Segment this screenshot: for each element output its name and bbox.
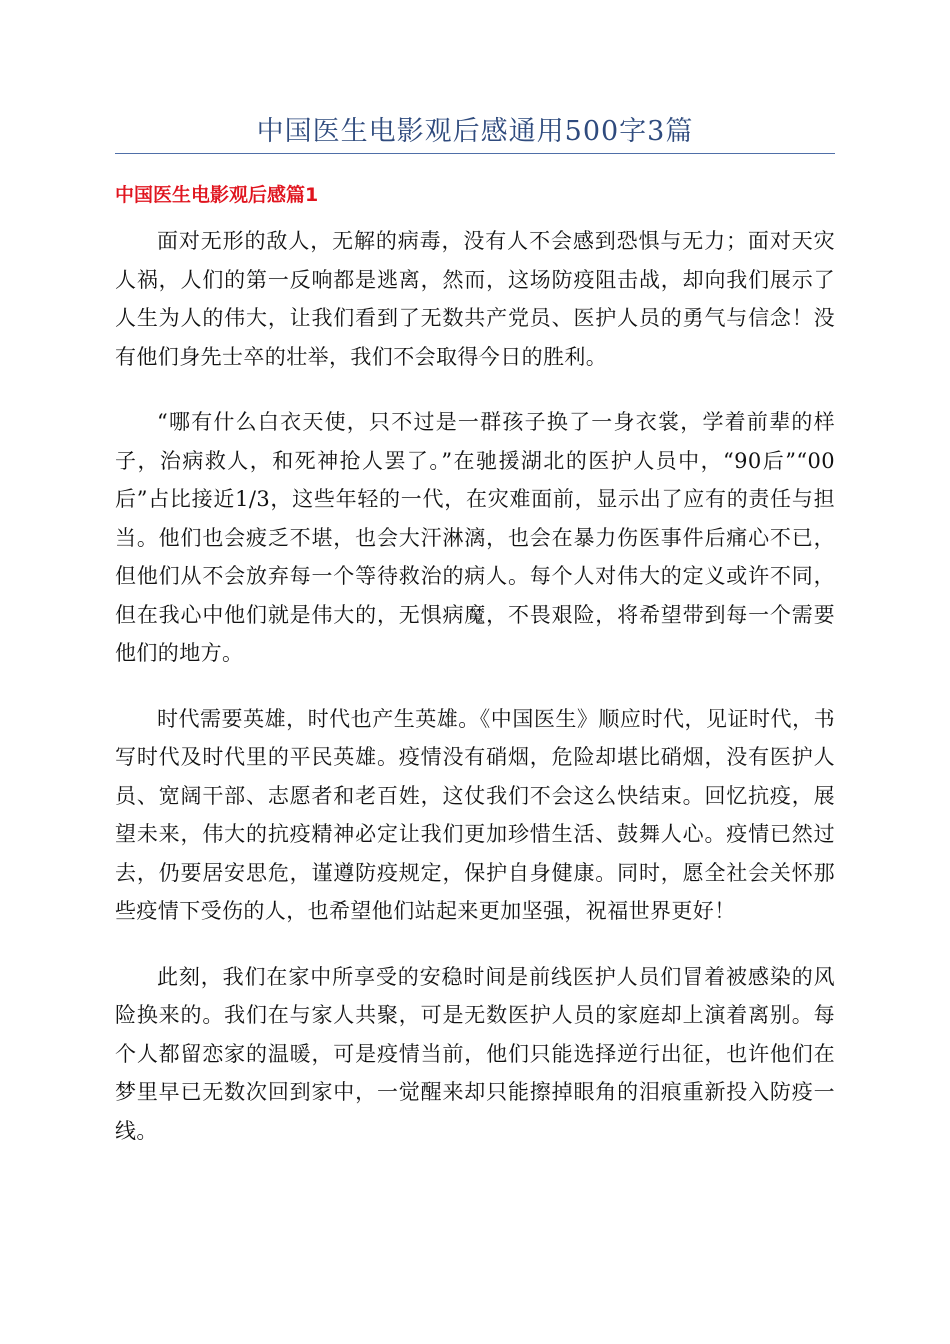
paragraph-2: “哪有什么白衣天使，只不过是一群孩子换了一身衣裳，学着前辈的样子，治病救人，和死神抢人罢了。”在驰援湖北的医护人员中，“90后”“00后”占比接近1/3，这些年轻的一代，在灾难面前，显示出了应有的责任与担当。他们也会疲乏不堪，也会大汗淋漓，也会在暴力伤医事件后痛心不已，但他们从不会放弃每一个等待救治的病人。每个人对伟大的定义或许不同，但在我心中他们就是伟大的，无惧病魔，不畏艰险，将希望带到每一个需要他们的地方。 [115, 410, 835, 665]
paragraph-4: 此刻，我们在家中所享受的安稳时间是前线医护人员们冒着被感染的风险换来的。我们在与家人共聚，可是无数医护人员的家庭却上演着离别。每个人都留恋家的温暖，可是疫情当前，他们只能选择逆行出征，也许他们在梦里早已无数次回到家中，一觉醒来却只能擦掉眼角的泪痕重新投入防疫一线。 [115, 964, 835, 1143]
article-body [115, 222, 835, 1177]
document-title: 中国医生电影观后感通用500字3篇 [256, 116, 694, 147]
paragraph-1: 面对无形的敌人，无解的病毒，没有人不会感到恐惧与无力；面对天灾人祸，人们的第一反响都是逃离，然而，这场防疫阻击战，却向我们展示了人生为人的伟大，让我们看到了无数共产党员、医护人员的勇气与信念！没有他们身先士卒的壮举，我们不会取得今日的胜利。 [115, 229, 835, 369]
title-underline [115, 153, 835, 154]
section-heading: 中国医生电影观后感篇1 [115, 184, 319, 206]
paragraph-3: 时代需要英雄，时代也产生英雄。《中国医生》顺应时代，见证时代，书写时代及时代里的平民英雄。疫情没有硝烟，危险却堪比硝烟，没有医护人员、宽阔干部、志愿者和老百姓，这仗我们不会这么快结束。回忆抗疫，展望未来，伟大的抗疫精神必定让我们更加珍惜生活、鼓舞人心。疫情已然过去，仍要居安思危，谨遵防疫规定，保护自身健康。同时，愿全社会关怀那些疫情下受伤的人，也希望他们站起来更加坚强，祝福世界更好！ [115, 706, 835, 923]
